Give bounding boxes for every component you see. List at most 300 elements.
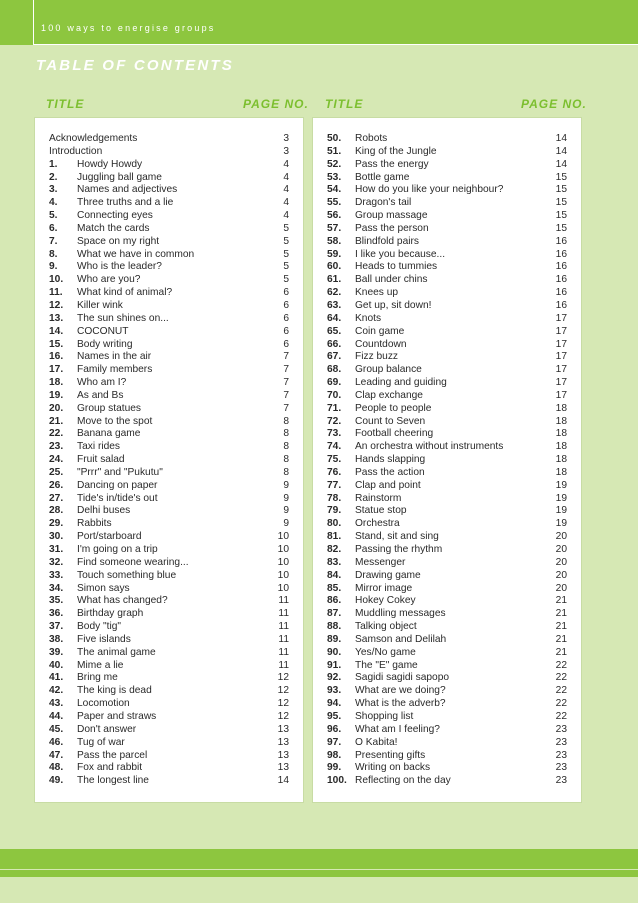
toc-entry-title: Dancing on paper [77,479,158,491]
toc-entry-number: 17. [49,364,64,376]
toc-entry[interactable] [327,377,567,390]
toc-entry[interactable] [49,557,289,570]
toc-entry[interactable] [327,441,567,454]
toc-entry-page: 16 [555,261,567,273]
toc-entry-title: What am I feeling? [355,723,440,735]
toc-entry-title: Killer wink [77,299,123,311]
right-title-heading: TITLE [325,97,364,111]
toc-entry[interactable] [49,184,289,197]
toc-entry[interactable] [327,775,567,788]
toc-entry[interactable] [327,750,567,763]
toc-entry[interactable] [327,236,567,249]
toc-entry-number: 74. [327,441,342,453]
toc-entry[interactable] [327,737,567,750]
toc-entry[interactable] [49,197,289,210]
toc-entry-number: 29. [49,518,64,530]
toc-entry-page: 5 [283,222,289,234]
toc-entry[interactable] [49,621,289,634]
toc-entry-number: 10. [49,274,64,286]
toc-entry[interactable] [49,261,289,274]
toc-entry[interactable] [327,313,567,326]
toc-entry[interactable] [327,249,567,262]
toc-entry[interactable] [49,416,289,429]
toc-entry[interactable] [327,685,567,698]
toc-entry-number: 80. [327,518,342,530]
toc-entry-page: 4 [283,158,289,170]
toc-entry[interactable] [49,480,289,493]
toc-entry-number: 52. [327,158,342,170]
toc-entry-title: Bring me [77,672,118,684]
toc-entry-number: 73. [327,428,342,440]
toc-entry-title: The "E" game [355,659,418,671]
toc-entry-title: Port/starboard [77,531,142,543]
toc-entry[interactable] [49,750,289,763]
toc-entry-page: 19 [555,479,567,491]
toc-entry-title: Birthday graph [77,608,144,620]
toc-entry[interactable] [49,467,289,480]
toc-entry-title: Hokey Cokey [355,595,416,607]
toc-entry[interactable] [327,159,567,172]
toc-entry-number: 77. [327,479,342,491]
toc-entry-number: 75. [327,454,342,466]
toc-entry[interactable] [49,762,289,775]
toc-entry-page: 8 [283,466,289,478]
toc-entry-number: 61. [327,274,342,286]
toc-entry-title: Tide's in/tide's out [77,492,158,504]
toc-entry[interactable] [327,557,567,570]
toc-entry[interactable] [49,608,289,621]
toc-entry[interactable] [327,762,567,775]
toc-entry-title: Introduction [49,145,103,157]
toc-entry-page: 23 [555,775,567,787]
toc-entry[interactable] [327,339,567,352]
toc-entry-page: 6 [283,325,289,337]
toc-entry-number: 71. [327,402,342,414]
toc-entry[interactable] [49,403,289,416]
toc-entry-title: COCONUT [77,325,129,337]
toc-entry[interactable] [49,236,289,249]
toc-entry-title: Names and adjectives [77,184,178,196]
toc-entry-page: 7 [283,364,289,376]
toc-entry-title: Samson and Delilah [355,633,447,645]
toc-entry-number: 49. [49,775,64,787]
toc-panel-right [312,117,582,803]
toc-entry-title: Reflecting on the day [355,775,451,787]
toc-entry-number: 8. [49,248,58,260]
toc-entry-page: 5 [283,261,289,273]
toc-entry[interactable] [327,595,567,608]
toc-entry-title: Who am I? [77,377,127,389]
toc-entry-title: Leading and guiding [355,377,447,389]
toc-entry[interactable] [49,531,289,544]
toc-entry-page: 22 [555,698,567,710]
toc-entry-page: 16 [555,299,567,311]
toc-entry-number: 7. [49,235,58,247]
toc-entry[interactable] [49,159,289,172]
toc-entry[interactable] [49,660,289,673]
toc-entry-number: 67. [327,351,342,363]
toc-entry-title: King of the Jungle [355,145,437,157]
toc-entry-number: 21. [49,415,64,427]
toc-entry-page: 23 [555,736,567,748]
toc-entry-number: 44. [49,710,64,722]
toc-entry-page: 18 [555,466,567,478]
toc-entry-page: 17 [555,312,567,324]
toc-entry-title: Body "tig" [77,621,122,633]
toc-entry-title: Blindfold pairs [355,235,419,247]
toc-entry[interactable] [327,608,567,621]
toc-entry[interactable] [327,261,567,274]
toc-entry-number: 85. [327,582,342,594]
running-title: 100 ways to energise groups [41,23,216,33]
toc-entry[interactable] [327,184,567,197]
toc-entry-title: Knots [355,312,382,324]
toc-entry-page: 4 [283,210,289,222]
toc-entry-number: 54. [327,184,342,196]
toc-entry-page: 6 [283,312,289,324]
toc-entry[interactable] [327,416,567,429]
toc-entry[interactable] [49,300,289,313]
toc-entry-number: 81. [327,531,342,543]
toc-entry[interactable] [49,454,289,467]
toc-entry[interactable] [327,454,567,467]
toc-entry-number: 25. [49,466,64,478]
toc-entry[interactable] [49,505,289,518]
toc-entry[interactable] [49,364,289,377]
toc-entry-page: 14 [277,775,289,787]
toc-entry-title: Locomotion [77,698,130,710]
toc-entry-number: 90. [327,646,342,658]
toc-entry-number: 86. [327,595,342,607]
toc-entry[interactable] [327,274,567,287]
toc-entry-title: Orchestra [355,518,400,530]
toc-entry-title: Talking object [355,621,417,633]
toc-entry[interactable] [327,197,567,210]
toc-entry-number: 62. [327,287,342,299]
toc-entry[interactable] [49,570,289,583]
toc-entry-title: Find someone wearing... [77,556,189,568]
toc-entry-number: 83. [327,556,342,568]
toc-entry-page: 21 [555,646,567,658]
toc-entry-page: 6 [283,287,289,299]
toc-entry-number: 96. [327,723,342,735]
toc-entry-number: 50. [327,133,342,144]
toc-entry[interactable] [49,326,289,339]
toc-entry-title: Tug of war [77,736,125,748]
toc-entry-title: Three truths and a lie [77,197,174,209]
toc-entry[interactable] [49,595,289,608]
toc-entry-number: 35. [49,595,64,607]
toc-entry-title: The longest line [77,775,149,787]
toc-entry-page: 17 [555,389,567,401]
toc-entry-number: 34. [49,582,64,594]
toc-entry-title: Countdown [355,338,407,350]
toc-entry-title: People to people [355,402,432,414]
toc-entry-page: 21 [555,633,567,645]
toc-entry-page: 23 [555,749,567,761]
toc-entry-title: Pass the action [355,466,425,478]
toc-entry-page: 8 [283,441,289,453]
toc-entry-page: 5 [283,248,289,260]
toc-entry-title: Taxi rides [77,441,121,453]
toc-entry-page: 9 [283,518,289,530]
toc-entry-number: 18. [49,377,64,389]
toc-entry-title: Robots [355,133,388,144]
toc-entry-page: 9 [283,479,289,491]
toc-entry-title: O Kabita! [355,736,398,748]
toc-entry-number: 24. [49,454,64,466]
toc-entry[interactable] [49,274,289,287]
toc-entry[interactable] [49,313,289,326]
toc-entry-number: 70. [327,389,342,401]
toc-entry-title: Space on my right [77,235,160,247]
toc-entry[interactable] [327,403,567,416]
toc-entry-title: Juggling ball game [77,171,162,183]
toc-entry[interactable] [327,300,567,313]
toc-entry[interactable] [327,493,567,506]
toc-entry-number: 30. [49,531,64,543]
toc-entry[interactable] [327,390,567,403]
toc-entry-title: Passing the rhythm [355,544,443,555]
toc-entry-number: 38. [49,633,64,645]
toc-entry-page: 5 [283,235,289,247]
toc-entry-page: 14 [555,158,567,170]
toc-entry-title: Messenger [355,556,406,568]
toc-entry-number: 36. [49,608,64,620]
toc-entry-title: Names in the air [77,351,152,363]
toc-entry-page: 21 [555,595,567,607]
toc-entry[interactable] [327,724,567,737]
toc-entry-number: 19. [49,389,64,401]
toc-entry-title: Count to Seven [355,415,426,427]
toc-entry-number: 98. [327,749,342,761]
toc-entry[interactable] [327,172,567,185]
toc-entry-number: 48. [49,762,64,774]
toc-entry[interactable] [327,647,567,660]
toc-entry-number: 41. [49,672,64,684]
toc-entry-number: 89. [327,633,342,645]
toc-entry-page: 6 [283,338,289,350]
toc-entry[interactable] [49,223,289,236]
toc-entry-title: Connecting eyes [77,210,153,222]
toc-entry-page: 22 [555,710,567,722]
toc-entry[interactable] [49,698,289,711]
toc-entry-page: 15 [555,197,567,209]
toc-entry-page: 7 [283,377,289,389]
toc-entry[interactable] [49,351,289,364]
toc-entry[interactable] [327,210,567,223]
toc-entry-page: 17 [555,325,567,337]
toc-entry-title: Who are you? [77,274,141,286]
toc-entry[interactable] [327,351,567,364]
toc-entry-title: Fizz buzz [355,351,399,363]
toc-entry-number: 22. [49,428,64,440]
toc-entry-title: Mime a lie [77,659,124,671]
toc-entry-number: 11. [49,287,63,299]
toc-entry-page: 19 [555,518,567,530]
toc-entry-title: Match the cards [77,222,150,234]
toc-entry[interactable] [49,672,289,685]
toc-entry-title: Group massage [355,210,428,222]
toc-entry-page: 9 [283,505,289,517]
toc-entry-page: 9 [283,492,289,504]
toc-entry-page: 16 [555,274,567,286]
toc-entry[interactable] [49,441,289,454]
toc-entry[interactable] [327,570,567,583]
toc-entry[interactable] [49,544,289,557]
toc-entry-number: 69. [327,377,342,389]
toc-entry-number: 56. [327,210,342,222]
toc-entry[interactable] [327,364,567,377]
toc-entry-title: The king is dead [77,685,152,697]
toc-entry-page: 16 [555,248,567,260]
toc-entry[interactable] [327,531,567,544]
toc-entry-number: 65. [327,325,342,337]
toc-entry-title: Family members [77,364,153,376]
toc-entry-number: 37. [49,621,64,633]
toc-entry-title: Shopping list [355,710,414,722]
toc-entry-page: 4 [283,197,289,209]
toc-entry-number: 57. [327,222,342,234]
toc-entry-title: Fox and rabbit [77,762,143,774]
toc-entry-number: 43. [49,698,64,710]
toc-entry[interactable] [49,647,289,660]
footer-bar-stripe [0,870,638,877]
toc-entry-title: Who is the leader? [77,261,162,273]
toc-entry-number: 20. [49,402,64,414]
toc-entry[interactable] [49,583,289,596]
toc-entry-number: 39. [49,646,64,658]
toc-entry-title: Get up, sit down! [355,299,432,311]
toc-entry[interactable] [327,133,567,146]
toc-entry-page: 7 [283,402,289,414]
toc-entry-title: The sun shines on... [77,312,169,324]
toc-entry[interactable] [327,672,567,685]
toc-entry-title: Rainstorm [355,492,402,504]
toc-entry-page: 12 [277,685,289,697]
toc-entry[interactable] [327,711,567,724]
toc-entry-page: 6 [283,299,289,311]
toc-entry-page: 3 [283,133,289,144]
toc-entry-number: 4. [49,197,58,209]
toc-entry-number: 42. [49,685,64,697]
toc-entry-number: 26. [49,479,64,491]
toc-entry[interactable] [327,480,567,493]
toc-entry[interactable] [49,339,289,352]
toc-entry-page: 4 [283,184,289,196]
toc-entry-page: 13 [277,762,289,774]
toc-entry[interactable] [49,210,289,223]
toc-entry-page: 10 [277,569,289,581]
toc-entry-number: 93. [327,685,342,697]
toc-entry[interactable] [327,544,567,557]
toc-entry-title: As and Bs [77,389,124,401]
toc-entry[interactable] [327,698,567,711]
toc-entry[interactable] [49,711,289,724]
toc-entry-page: 15 [555,171,567,183]
toc-entry[interactable] [327,428,567,441]
toc-entry[interactable] [49,428,289,441]
toc-entry[interactable] [327,146,567,159]
toc-entry-page: 18 [555,454,567,466]
header-divider-vertical [33,0,34,45]
toc-entry-number: 47. [49,749,64,761]
toc-entry[interactable] [327,621,567,634]
toc-entry-title: Heads to tummies [355,261,438,273]
toc-entry-page: 14 [555,133,567,144]
toc-entry-number: 5. [49,210,58,222]
toc-entry-title: Body writing [77,338,133,350]
toc-entry-page: 20 [555,544,567,555]
toc-entry-page: 23 [555,762,567,774]
toc-entry-page: 15 [555,184,567,196]
toc-entry[interactable] [49,146,289,159]
toc-entry-number: 9. [49,261,58,273]
toc-entry-page: 4 [283,171,289,183]
toc-entry-title: Five islands [77,633,131,645]
toc-entry[interactable] [49,775,289,788]
toc-entry-page: 13 [277,723,289,735]
toc-entry-title: Pass the person [355,222,429,234]
toc-entry[interactable] [49,287,289,300]
toc-entry[interactable] [49,172,289,185]
toc-entry-title: What has changed? [77,595,168,607]
toc-entry-number: 53. [327,171,342,183]
toc-entry-number: 68. [327,364,342,376]
toc-entry[interactable] [49,685,289,698]
toc-entry[interactable] [49,518,289,531]
toc-entry[interactable] [327,223,567,236]
toc-entry[interactable] [327,660,567,673]
toc-entry-number: 95. [327,710,342,722]
toc-entry[interactable] [49,377,289,390]
toc-entry[interactable] [327,467,567,480]
toc-entry[interactable] [327,583,567,596]
toc-entry-number: 33. [49,569,64,581]
toc-entry[interactable] [49,390,289,403]
toc-entry-page: 12 [277,672,289,684]
toc-entry-number: 31. [49,544,64,555]
toc-entry[interactable] [49,133,289,146]
toc-entry[interactable] [49,634,289,647]
toc-entry-page: 17 [555,338,567,350]
toc-entry-title: Simon says [77,582,130,594]
toc-entry-page: 16 [555,287,567,299]
header-divider-horizontal [33,44,638,45]
toc-entry-page: 20 [555,556,567,568]
toc-entry-page: 19 [555,492,567,504]
toc-entry[interactable] [49,737,289,750]
toc-entry-number: 23. [49,441,64,453]
toc-entry[interactable] [49,724,289,737]
toc-entry-title: Delhi buses [77,505,131,517]
toc-entry[interactable] [49,249,289,262]
toc-entry-title: Yes/No game [355,646,416,658]
toc-entry[interactable] [327,634,567,647]
toc-entry[interactable] [327,326,567,339]
toc-entry-title: Group balance [355,364,422,376]
toc-entry-number: 1. [49,158,58,170]
toc-entry-page: 11 [278,646,289,658]
toc-entry-title: Presenting gifts [355,749,426,761]
toc-entry-number: 87. [327,608,342,620]
toc-entry[interactable] [327,287,567,300]
toc-entry-page: 17 [555,351,567,363]
left-title-heading: TITLE [46,97,85,111]
toc-entry[interactable] [327,505,567,518]
toc-entry[interactable] [327,518,567,531]
toc-entry[interactable] [49,493,289,506]
